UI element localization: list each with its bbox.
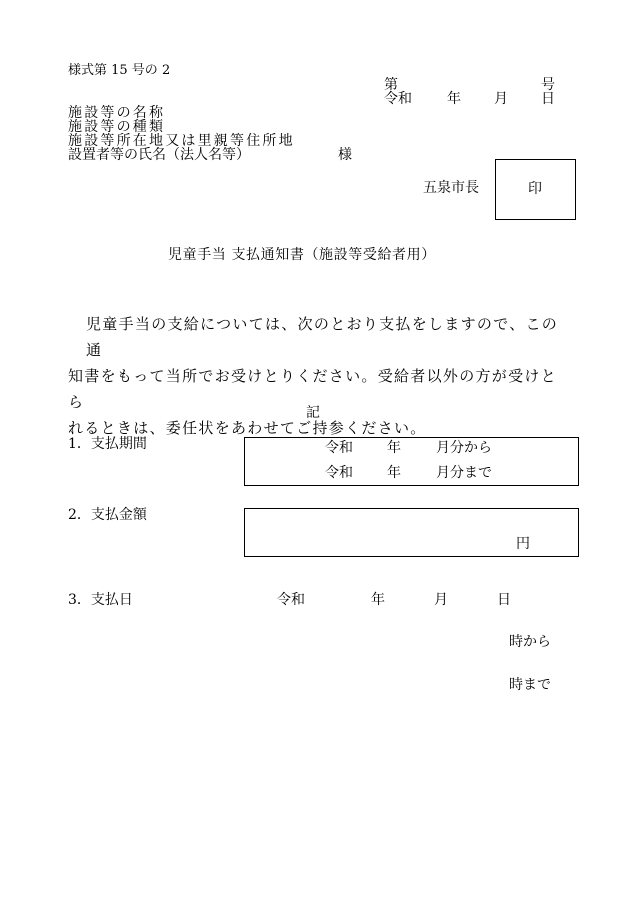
date-day: 日 xyxy=(541,91,555,107)
body-line: 知書をもって当所でお受けとりください。受給者以外の方が受けとら xyxy=(68,367,558,411)
period-to-era: 令和 xyxy=(325,465,353,481)
amount-unit: 円 xyxy=(516,536,530,552)
issuer-title: 五泉市長 xyxy=(423,180,479,196)
time-to: 時まで xyxy=(509,677,551,693)
period-from-month: 月分から xyxy=(436,440,492,456)
period-from-era: 令和 xyxy=(325,440,353,456)
period-to-year: 年 xyxy=(387,465,401,481)
facility-address: 施設等所在地又は里親等住所地 xyxy=(68,133,295,149)
form-number: 様式第 15 号の 2 xyxy=(68,63,171,78)
facility-name: 施設等の名称 xyxy=(68,105,166,121)
body-line: 児童手当の支給については、次のとおり支払をしますので、この通 xyxy=(86,315,559,359)
seal-label: 印 xyxy=(528,181,542,197)
body-line: れるときは、委任状をあわせてご持参ください。 xyxy=(68,419,427,437)
date-era: 令和 xyxy=(384,91,412,107)
body-paragraph xyxy=(68,311,568,441)
doc-number-suffix: 号 xyxy=(541,77,555,93)
honorific: 様 xyxy=(338,147,352,163)
period-box xyxy=(244,437,579,486)
pay-date-year: 年 xyxy=(371,592,385,608)
date-year: 年 xyxy=(447,91,461,107)
date-month: 月 xyxy=(494,91,508,107)
period-from-year: 年 xyxy=(387,440,401,456)
founder-name: 設置者等の氏名（法人名等） xyxy=(68,147,250,163)
doc-number-prefix: 第 xyxy=(384,77,398,93)
pay-date-era: 令和 xyxy=(277,592,305,608)
period-label: 1．支払期間 xyxy=(68,436,147,452)
facility-type: 施設等の種類 xyxy=(68,119,166,135)
time-from: 時から xyxy=(509,634,551,650)
date-label: 3．支払日 xyxy=(68,592,133,608)
pay-date-month: 月 xyxy=(434,592,448,608)
period-to-month: 月分まで xyxy=(436,465,492,481)
document-title: 児童手当 支払通知書（施設等受給者用） xyxy=(168,247,436,263)
pay-date-day: 日 xyxy=(497,592,511,608)
ki-label: 記 xyxy=(306,405,320,421)
amount-label: 2．支払金額 xyxy=(68,507,147,523)
